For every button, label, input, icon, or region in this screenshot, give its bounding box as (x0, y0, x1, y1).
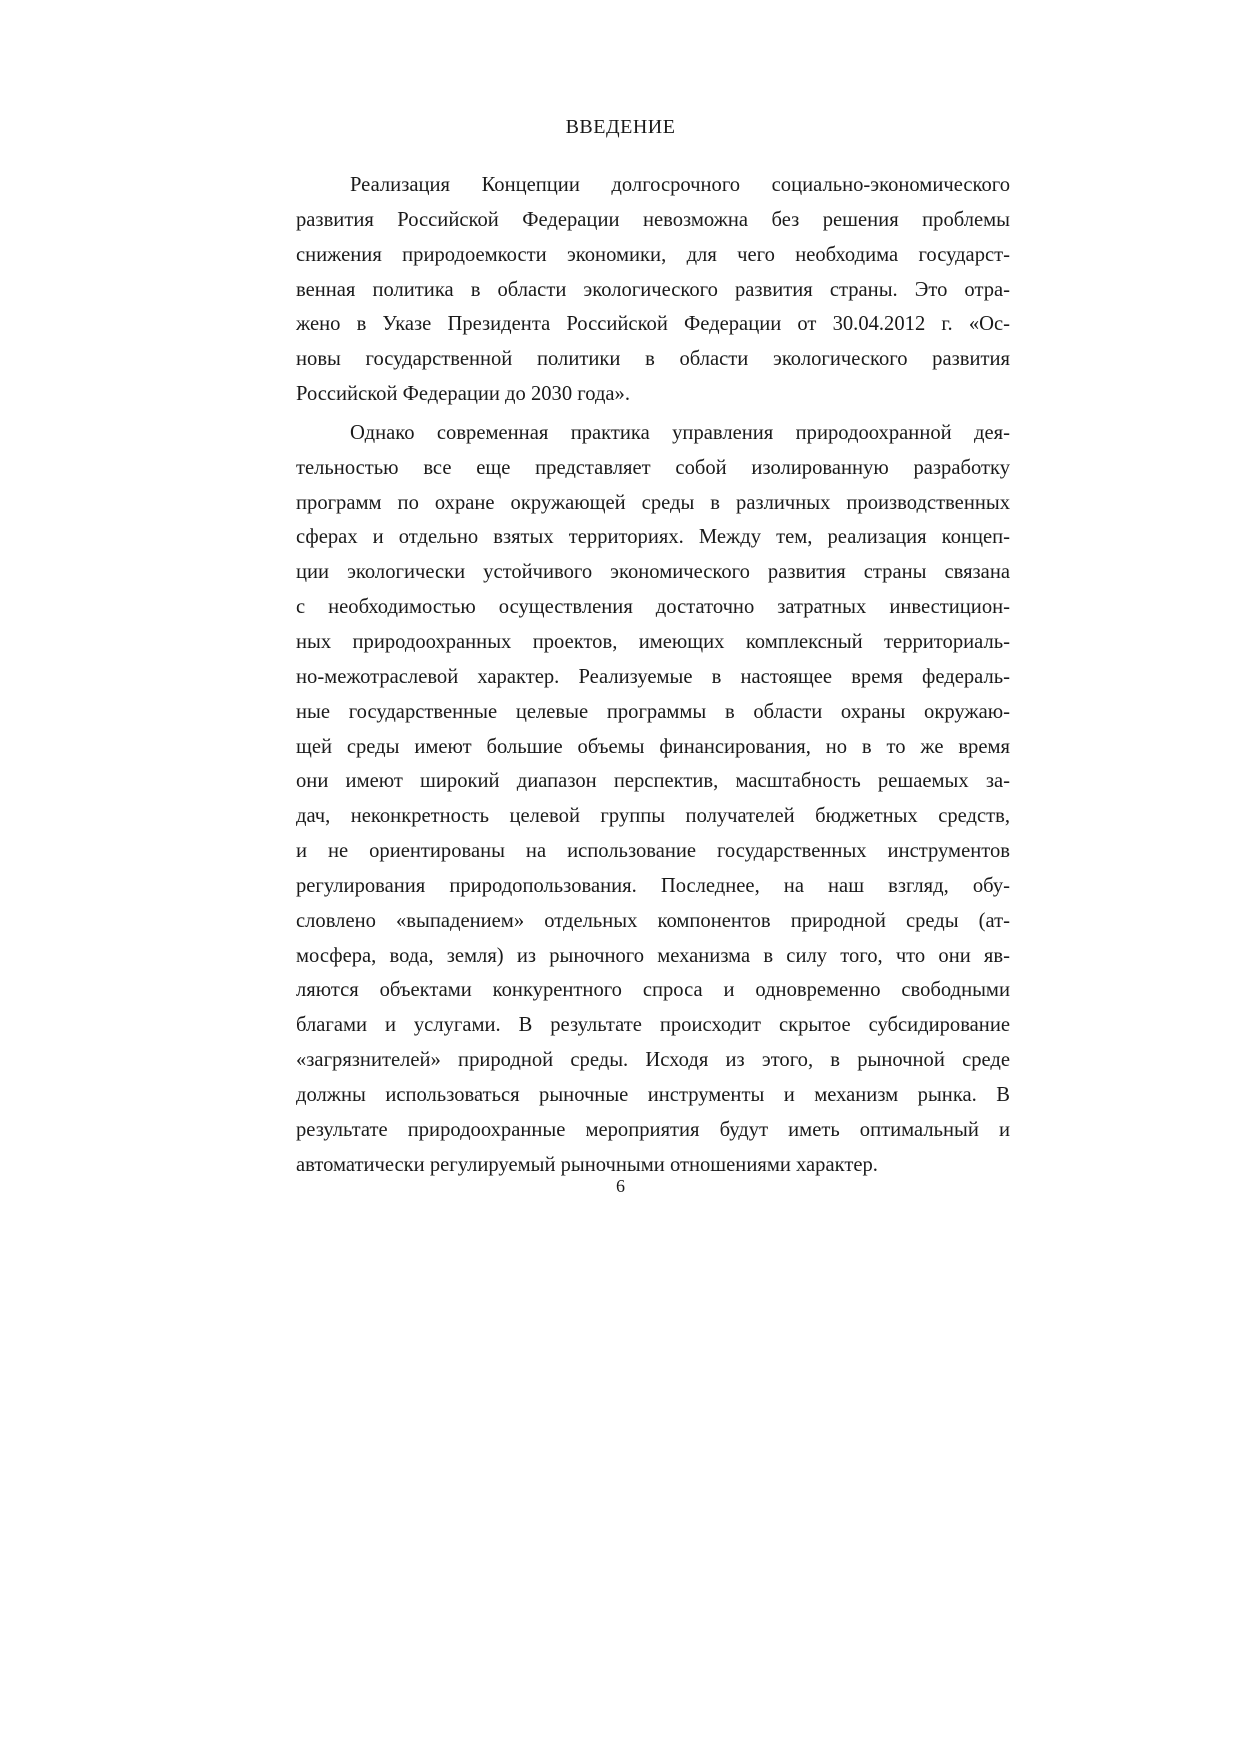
section-heading: ВВЕДЕНИЕ (565, 116, 676, 138)
body-text (296, 168, 1010, 1182)
text-line: ные государственные целевые программы в области охраны окружаю- (296, 700, 1010, 723)
text-line: но-межотраслевой характер. Реализуемые в настоящее время федераль- (296, 665, 1010, 688)
text-line: тельностью все еще представляет собой изолированную разработку (296, 456, 1010, 479)
paragraph-1 (296, 168, 1010, 412)
text-line: Российской Федерации до 2030 года». (296, 383, 631, 406)
text-line: развития Российской Федерации невозможна без решения проблемы (296, 208, 1010, 231)
text-line: венная политика в области экологического развития страны. Это отра- (296, 278, 1010, 301)
text-line: жено в Указе Президента Российской Федерации от 30.04.2012 г. «Ос- (296, 313, 1010, 336)
text-line: и не ориентированы на использование государственных инструментов (296, 840, 1010, 863)
text-line: щей среды имеют большие объемы финансирования, но в то же время (296, 735, 1010, 758)
text-line: Однако современная практика управления природоохранной дея- (350, 421, 1010, 444)
text-line: словлено «выпадением» отдельных компонентов природной среды (ат- (296, 909, 1010, 932)
text-line: программ по охране окружающей среды в различных производственных (296, 491, 1010, 514)
text-line: сферах и отдельно взятых территориях. Между тем, реализация концеп- (296, 526, 1010, 549)
text-line: они имеют широкий диапазон перспектив, масштабность решаемых за- (296, 770, 1010, 793)
text-line: снижения природоемкости экономики, для чего необходима государст- (296, 243, 1010, 266)
text-line: мосфера, вода, земля) из рыночного механизма в силу того, что они яв- (296, 944, 1010, 967)
text-line: Реализация Концепции долгосрочного социально-экономического (350, 174, 1010, 196)
page-number: 6 (616, 1176, 625, 1196)
text-line: дач, неконкретность целевой группы получателей бюджетных средств, (296, 805, 1010, 828)
text-line: «загрязнителей» природной среды. Исходя из этого, в рыночной среде (296, 1049, 1010, 1072)
text-line: новы государственной политики в области экологического развития (296, 348, 1010, 371)
text-line: ных природоохранных проектов, имеющих комплексный территориаль- (296, 630, 1010, 653)
text-line: с необходимостью осуществления достаточно затратных инвестицион- (296, 596, 1010, 619)
paragraph-2 (296, 416, 1010, 1183)
text-line: благами и услугами. В результате происходит скрытое субсидирование (296, 1014, 1010, 1037)
text-line: результате природоохранные мероприятия будут иметь оптимальный и (296, 1118, 1010, 1141)
text-line: ции экологически устойчивого экономического развития страны связана (296, 561, 1010, 584)
text-line: автоматически регулируемый рыночными отношениями характер. (296, 1153, 878, 1176)
text-line: ляются объектами конкурентного спроса и одновременно свободными (296, 979, 1010, 1002)
text-line: должны использоваться рыночные инструменты и механизм рынка. В (296, 1083, 1010, 1106)
text-line: регулирования природопользования. Последнее, на наш взгляд, обу- (296, 874, 1010, 897)
